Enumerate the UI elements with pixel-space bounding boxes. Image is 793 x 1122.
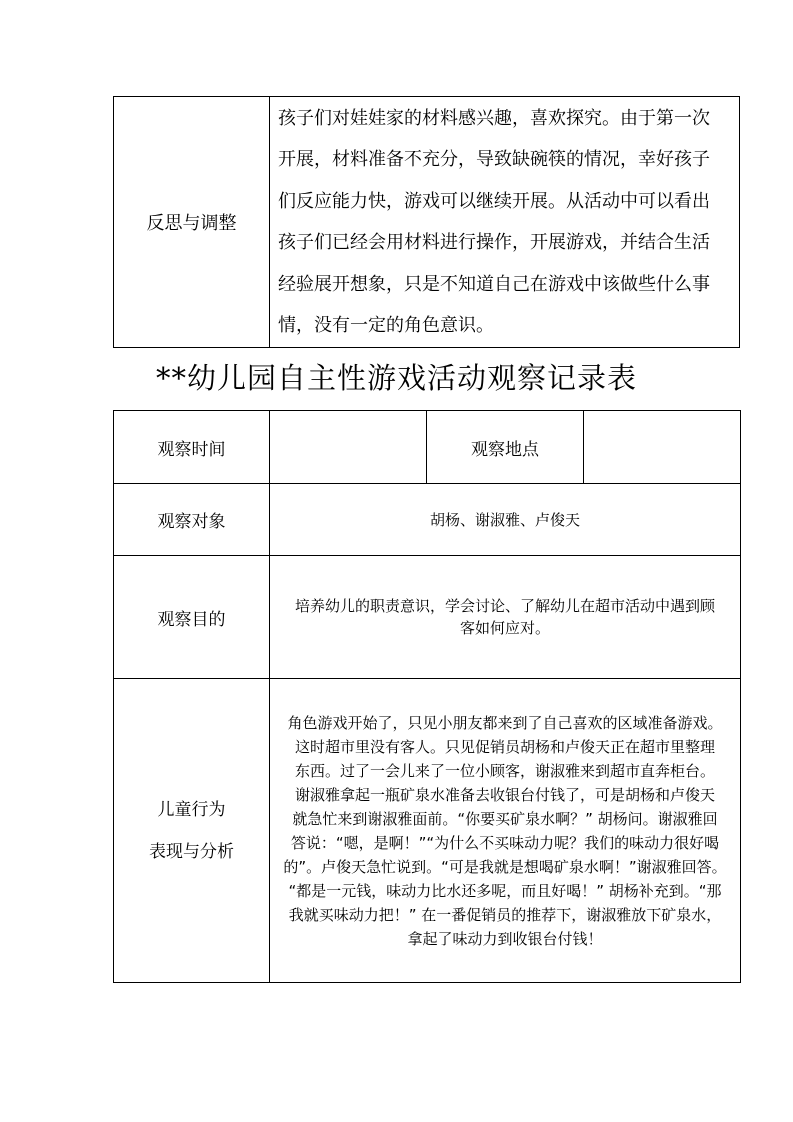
purpose-line: 培养幼儿的职责意识，学会讨论、了解幼儿在超市活动中遇到顾 bbox=[294, 597, 715, 615]
reflection-line: 经验展开想象，只是不知道自己在游戏中该做些什么事 bbox=[278, 273, 710, 295]
observation-place-label: 观察地点 bbox=[427, 411, 584, 484]
reflection-row bbox=[114, 97, 740, 348]
reflection-line: 情，没有一定的角色意识。 bbox=[278, 315, 494, 336]
behavior-line: 东西。过了一会儿来了一位小顾客，谢淑雅来到超市直奔柜台。 bbox=[294, 761, 715, 780]
behavior-label-line: 儿童行为 bbox=[157, 799, 226, 820]
behavior-line: 就急忙来到谢淑雅面前。“你要买矿泉水啊？” 胡杨问。谢淑雅回 bbox=[292, 809, 718, 828]
subject-row bbox=[114, 484, 741, 556]
behavior-line: “都是一元钱，味动力比水还多呢，而且好喝！” 胡杨补充到。“那 bbox=[288, 881, 722, 900]
observation-place-value bbox=[584, 411, 741, 484]
time-place-row bbox=[114, 411, 741, 484]
behavior-row bbox=[114, 679, 741, 983]
observation-time-label: 观察时间 bbox=[114, 411, 270, 484]
behavior-line: 答说：“嗯，是啊！”“为什么不买味动力呢？我们的味动力很好喝 bbox=[290, 833, 720, 852]
behavior-text bbox=[270, 679, 741, 983]
purpose-line: 客如何应对。 bbox=[459, 619, 550, 637]
reflection-line: 们反应能力快，游戏可以继续开展。从活动中可以看出 bbox=[278, 190, 710, 212]
behavior-line: 的”。卢俊天急忙说到。“可是我就是想喝矿泉水啊！”谢淑雅回答。 bbox=[283, 857, 727, 876]
observation-purpose-value bbox=[270, 556, 741, 679]
behavior-line: 我就买味动力把！” 在一番促销员的推荐下，谢淑雅放下矿泉水， bbox=[288, 905, 722, 924]
behavior-line: 角色游戏开始了，只见小朋友都来到了自己喜欢的区域准备游戏。 bbox=[287, 713, 723, 732]
observation-subject-value: 胡杨、谢淑雅、卢俊天 bbox=[270, 484, 741, 556]
behavior-line: 这时超市里没有客人。只见促销员胡杨和卢俊天正在超市里整理 bbox=[294, 737, 715, 756]
reflection-line: 孩子们已经会用材料进行操作，开展游戏，并结合生活 bbox=[278, 232, 710, 253]
observation-table bbox=[113, 410, 741, 983]
reflection-text bbox=[270, 97, 740, 348]
behavior-line: 拿起了味动力到收银台付钱！ bbox=[407, 929, 603, 948]
behavior-label bbox=[114, 679, 270, 983]
observation-purpose-label: 观察目的 bbox=[114, 556, 270, 679]
reflection-line: 孩子们对娃娃家的材料感兴趣，喜欢探究。由于第一次 bbox=[278, 107, 710, 129]
observation-time-value bbox=[270, 411, 427, 484]
reflection-label: 反思与调整 bbox=[114, 97, 270, 348]
observation-subject-label: 观察对象 bbox=[114, 484, 270, 556]
behavior-label-line: 表现与分析 bbox=[149, 841, 234, 862]
purpose-row bbox=[114, 556, 741, 679]
behavior-line: 谢淑雅拿起一瓶矿泉水准备去收银台付钱了，可是胡杨和卢俊天 bbox=[294, 785, 715, 804]
page-title: **幼儿园自主性游戏活动观察记录表 bbox=[155, 361, 637, 395]
reflection-line: 开展，材料准备不充分，导致缺碗筷的情况，幸好孩子 bbox=[278, 149, 710, 170]
reflection-table bbox=[113, 96, 740, 348]
